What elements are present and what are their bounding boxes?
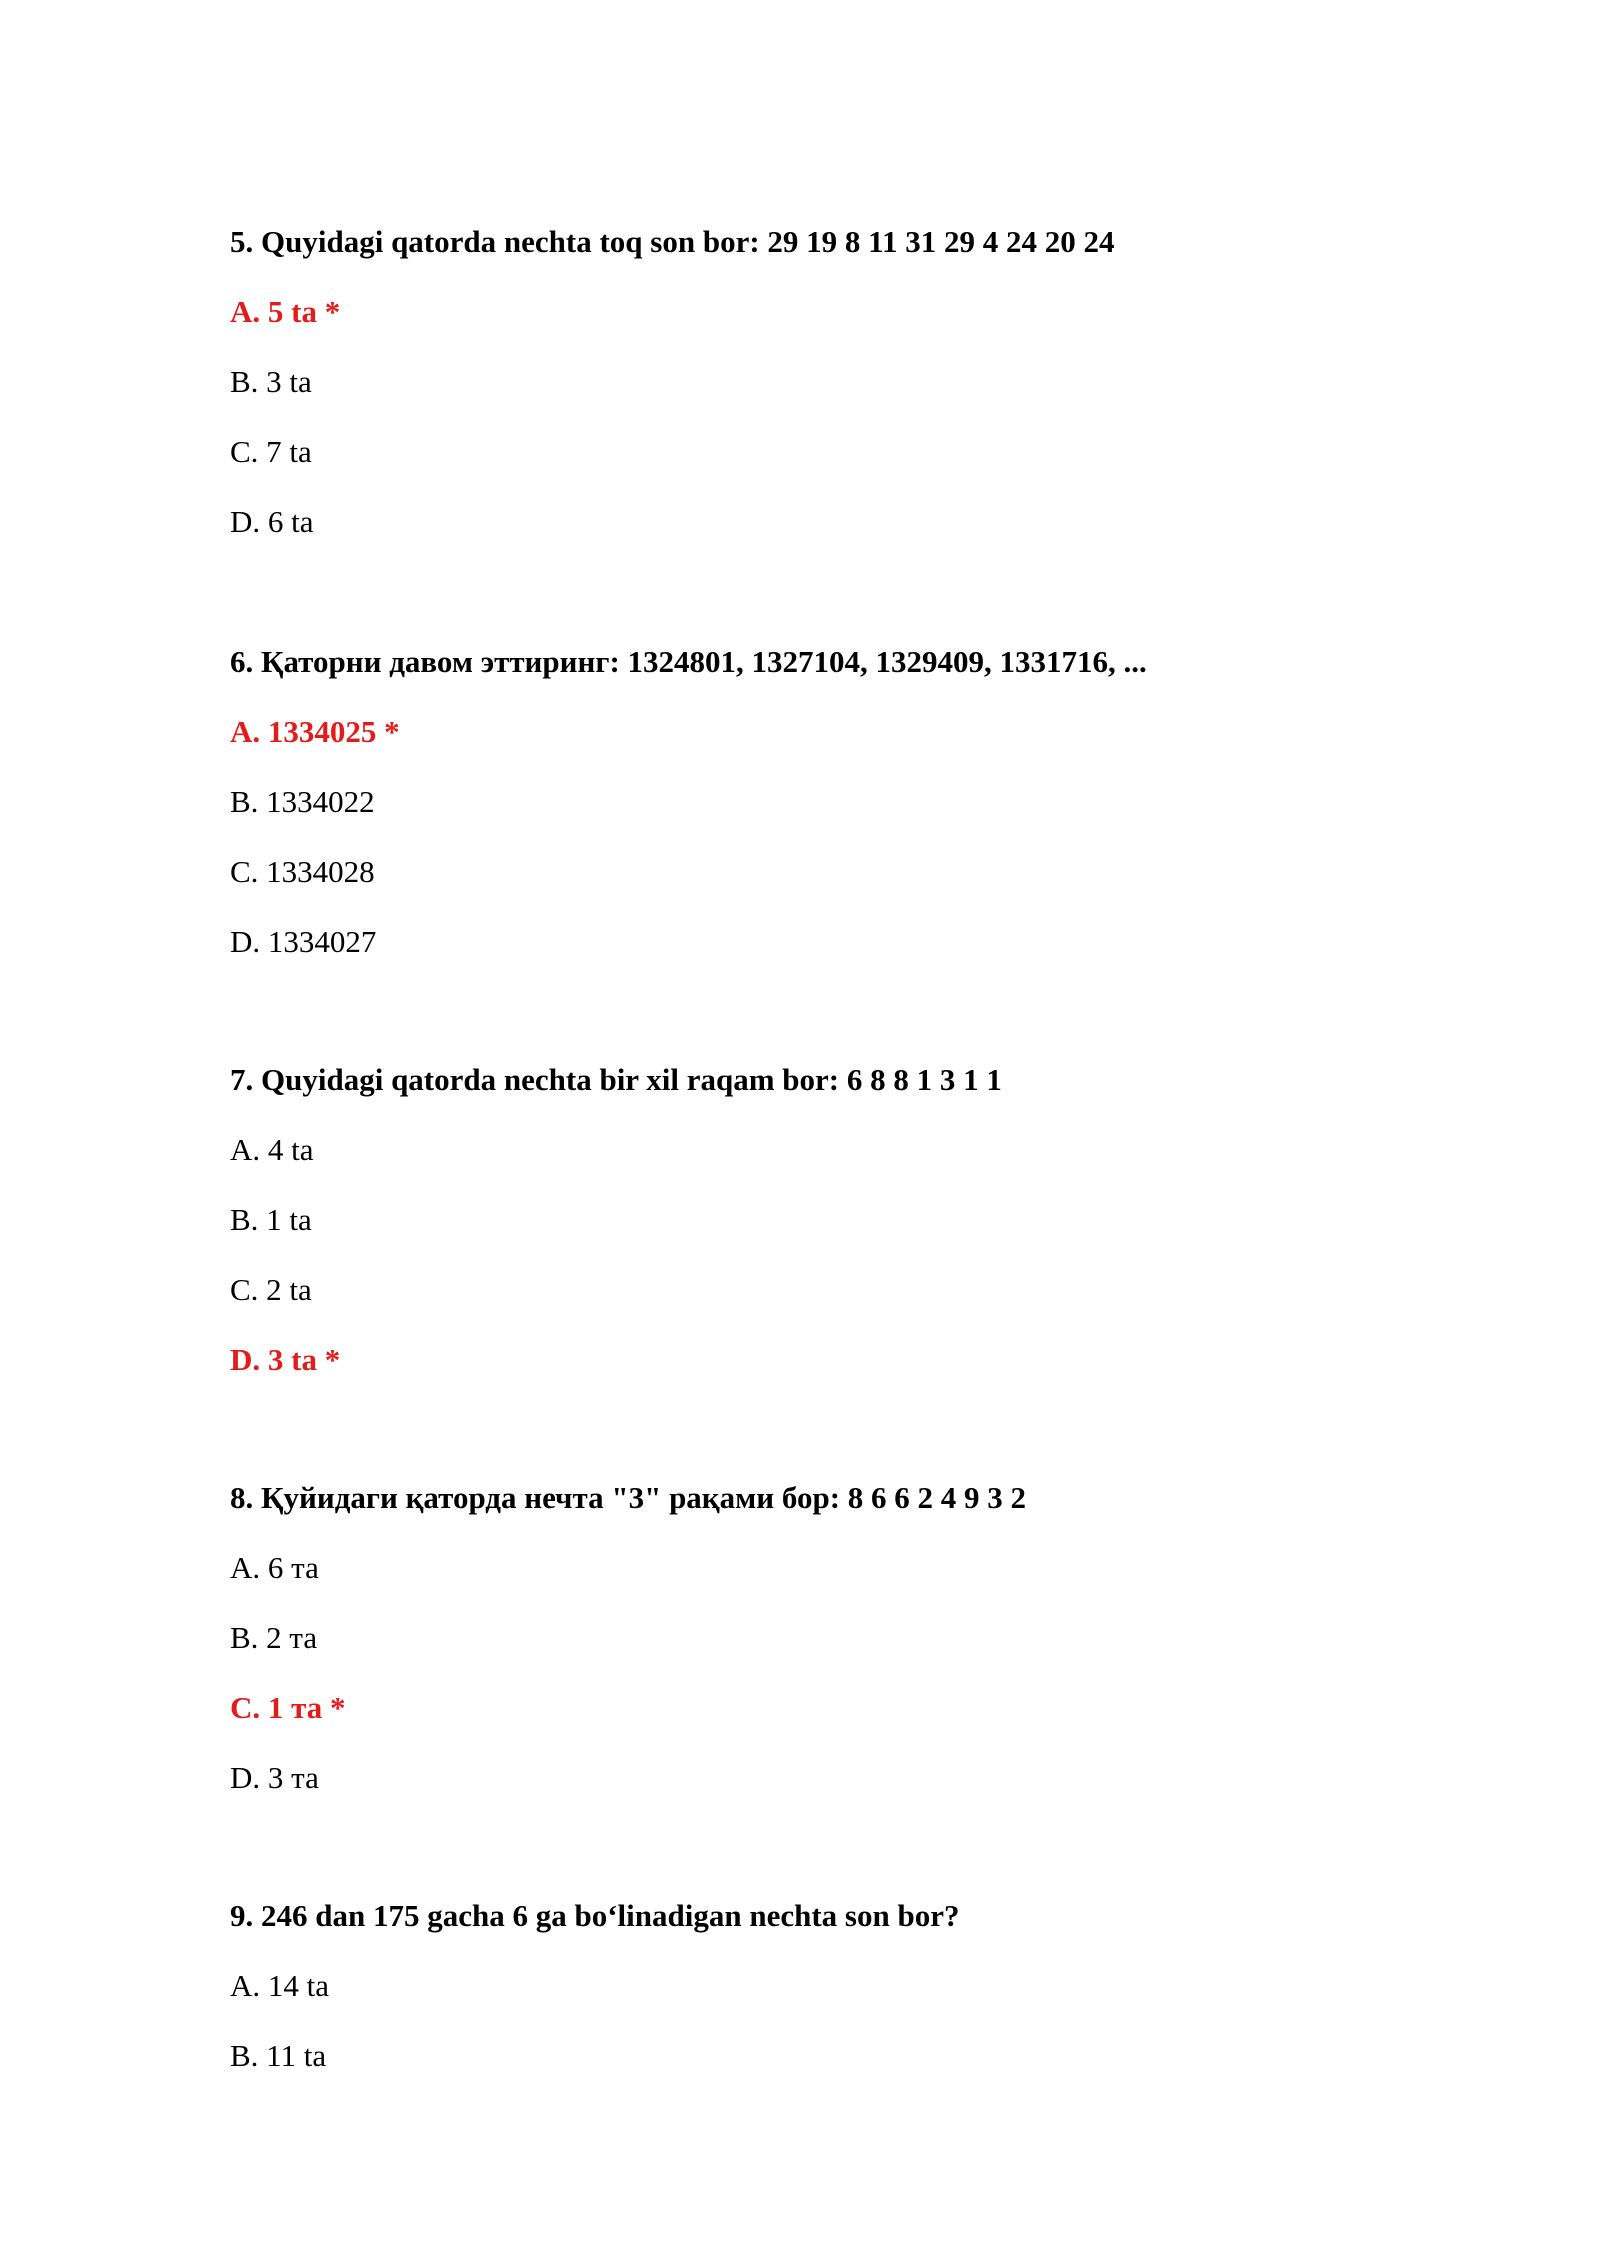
option-a: A. 1334025 * — [230, 714, 400, 749]
option-c: C. 7 ta — [230, 434, 312, 469]
question-8 — [230, 1480, 1430, 1796]
option-b: B. 1334022 — [230, 784, 375, 819]
question-text: 5. Quyidagi qatorda nechta toq son bor: 29 19 8 11 31 29 4 24 20 24 — [230, 224, 1115, 259]
option-c: C. 1 та * — [230, 1690, 346, 1725]
question-text: 6. Қаторни давом эттиринг: 1324801, 1327104, 1329409, 1331716, ... — [230, 644, 1147, 679]
option-d: D. 3 ta * — [230, 1342, 341, 1377]
option-c: C. 2 ta — [230, 1272, 312, 1307]
question-5 — [230, 224, 1430, 540]
question-6 — [230, 644, 1430, 960]
option-c: C. 1334028 — [230, 854, 375, 889]
question-text: 7. Quyidagi qatorda nechta bir xil raqam bor: 6 8 8 1 3 1 1 — [230, 1062, 1002, 1097]
option-d: D. 3 та — [230, 1760, 319, 1795]
question-9 — [230, 1898, 1430, 2074]
option-d: D. 6 ta — [230, 504, 314, 539]
option-a: A. 5 ta * — [230, 294, 341, 329]
option-d: D. 1334027 — [230, 924, 377, 959]
option-a: A. 4 ta — [230, 1132, 314, 1167]
option-a: A. 14 ta — [230, 1968, 330, 2003]
option-b: B. 11 ta — [230, 2038, 327, 2073]
option-b: B. 1 ta — [230, 1202, 312, 1237]
option-b: B. 3 ta — [230, 364, 312, 399]
option-b: B. 2 та — [230, 1620, 318, 1655]
question-text: 9. 246 dan 175 gacha 6 ga bo‘linadigan nechta son bor? — [230, 1898, 960, 1933]
question-text: 8. Қуйидаги қаторда нечта "3" рақами бор: 8 6 6 2 4 9 3 2 — [230, 1480, 1027, 1515]
question-7 — [230, 1062, 1430, 1378]
option-a: A. 6 та — [230, 1550, 319, 1585]
